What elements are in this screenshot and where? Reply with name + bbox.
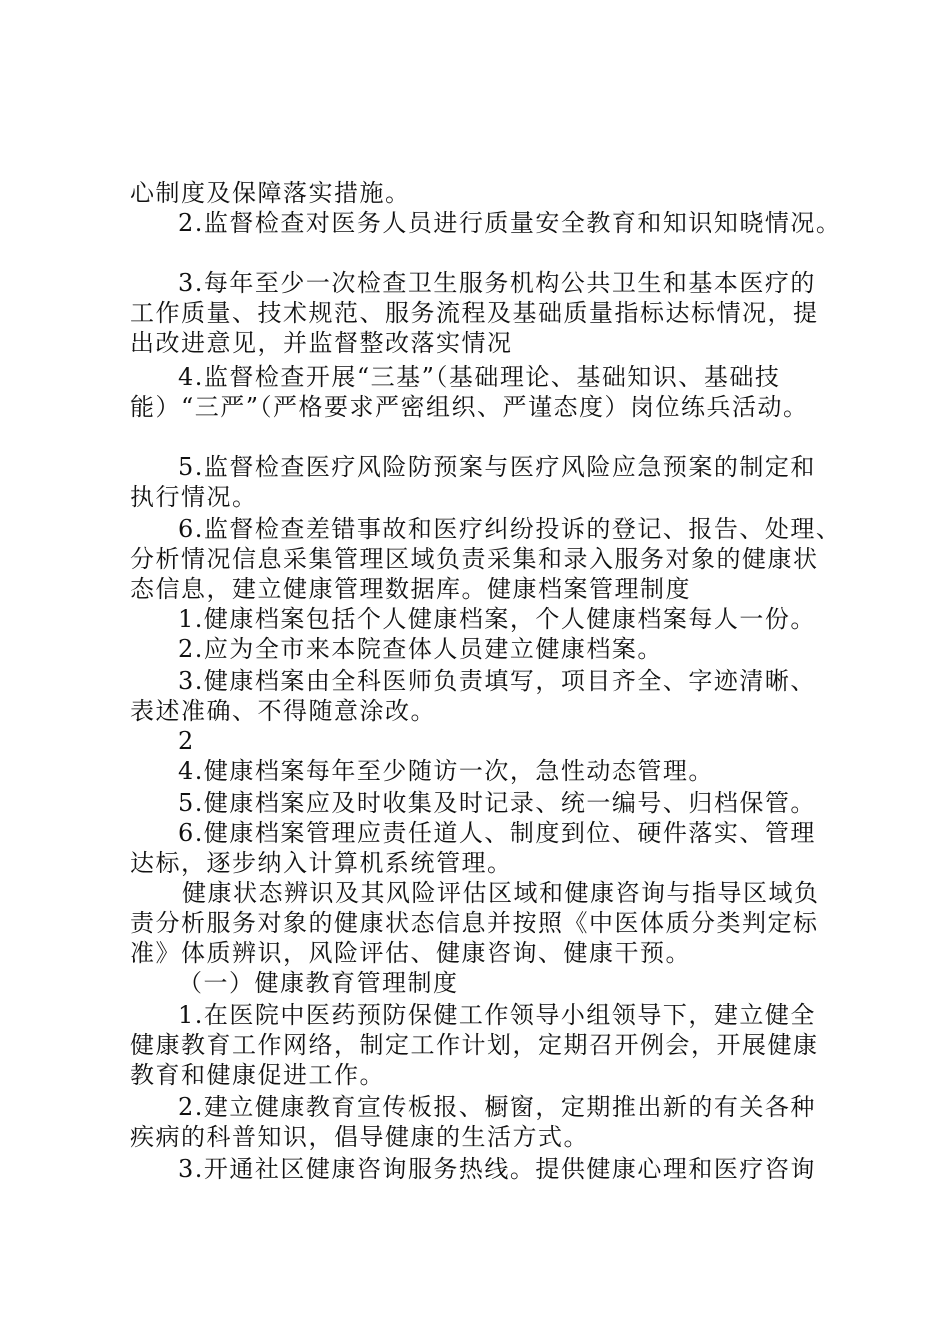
text-line: 3.健康档案由全科医师负责填写，项目齐全、字迹清晰、 (178, 667, 816, 695)
page-number: 2 (178, 727, 195, 755)
text-line: 2.监督检查对医务人员进行质量安全教育和知识知晓情况。 (178, 209, 842, 237)
text-line: 执行情况。 (130, 483, 258, 511)
text-line: 准》体质辨识，风险评估、健康咨询、健康干预。 (130, 939, 691, 967)
section-heading: （一）健康教育管理制度 (178, 969, 459, 997)
text-line: 出改进意见，并监督整改落实情况 (130, 329, 513, 357)
text-line: 2.建立健康教育宣传板报、橱窗，定期推出新的有关各种 (178, 1093, 816, 1121)
text-line: 表述准确、不得随意涂改。 (130, 697, 436, 725)
text-line: 工作质量、技术规范、服务流程及基础质量指标达标情况，提 (130, 299, 819, 327)
text-line: 责分析服务对象的健康状态信息并按照《中医体质分类判定标 (130, 909, 819, 937)
text-line: 能）“三严”（严格要求严密组织、严谨态度）岗位练兵活动。 (130, 393, 809, 421)
text-line: 1.在医院中医药预防保健工作领导小组领导下，建立健全 (178, 1001, 816, 1029)
text-line: 5.健康档案应及时收集及时记录、统一编号、归档保管。 (178, 789, 816, 817)
text-line: 健康教育工作网络，制定工作计划，定期召开例会，开展健康 (130, 1031, 819, 1059)
text-line: 教育和健康促进工作。 (130, 1061, 385, 1089)
text-line: 达标，逐步纳入计算机系统管理。 (130, 849, 513, 877)
text-line: 4.健康档案每年至少随访一次，急性动态管理。 (178, 757, 714, 785)
text-line: 疾病的科普知识，倡导健康的生活方式。 (130, 1123, 589, 1151)
text-line: 2.应为全市来本院查体人员建立健康档案。 (178, 635, 663, 663)
text-line: 6.监督检查差错事故和医疗纠纷投诉的登记、报告、处理、 (178, 515, 842, 543)
text-line: 6.健康档案管理应责任道人、制度到位、硬件落实、管理 (178, 819, 816, 847)
text-line: 健康状态辨识及其风险评估区域和健康咨询与指导区域负 (182, 879, 820, 907)
text-line: 4.监督检查开展“三基”（基础理论、基础知识、基础技 (178, 363, 781, 391)
text-line: 3.每年至少一次检查卫生服务机构公共卫生和基本医疗的 (178, 269, 816, 297)
text-line: 5.监督检查医疗风险防预案与医疗风险应急预案的制定和 (178, 453, 816, 481)
text-line: 分析情况信息采集管理区域负责采集和录入服务对象的健康状 (130, 545, 819, 573)
text-line: 心制度及保障落实措施。 (130, 179, 411, 207)
text-line: 1.健康档案包括个人健康档案，个人健康档案每人一份。 (178, 605, 816, 633)
text-line: 3.开通社区健康咨询服务热线。提供健康心理和医疗咨询 (178, 1155, 816, 1183)
text-line: 态信息，建立健康管理数据库。健康档案管理制度 (130, 575, 691, 603)
